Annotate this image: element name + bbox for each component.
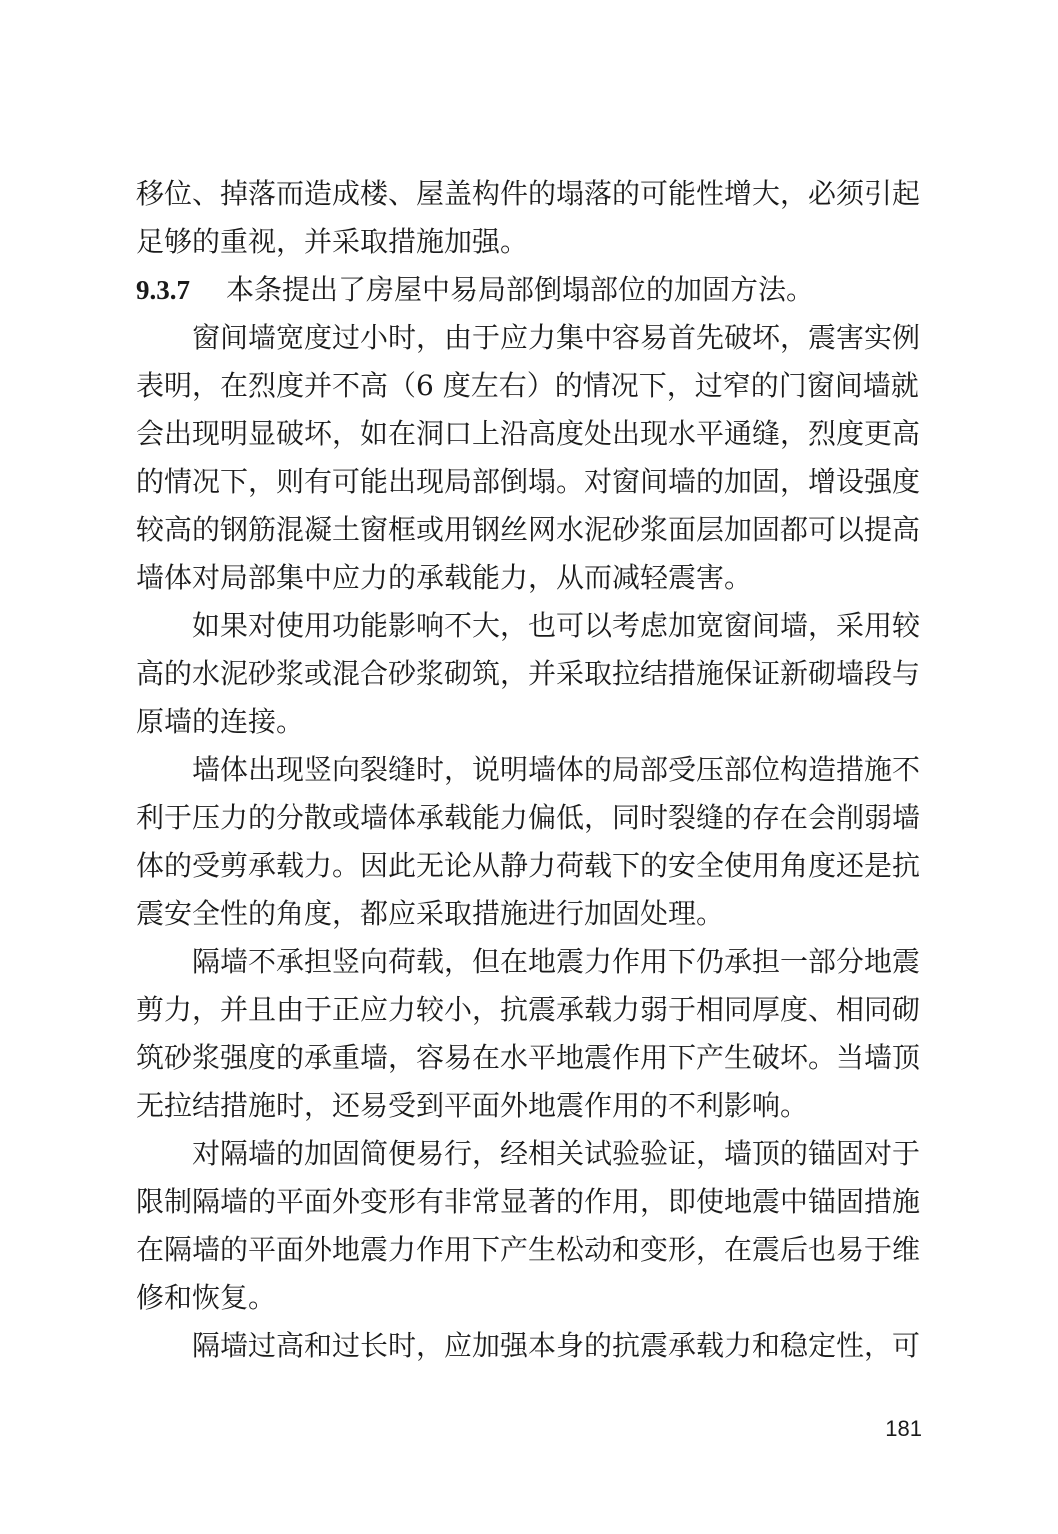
paragraph <box>136 938 922 1130</box>
text-line: 高的水泥砂浆或混合砂浆砌筑，并采取拉结措施保证新砌墙段与 <box>136 657 921 690</box>
paragraph <box>136 1130 922 1322</box>
text-line: 无拉结措施时，还易受到平面外地震作用的不利影响。 <box>136 1089 809 1122</box>
text-line: 震安全性的角度，都应采取措施进行加固处理。 <box>136 897 725 930</box>
text-line: 移位、掉落而造成楼、屋盖构件的塌落的可能性增大，必须引起 <box>136 177 921 210</box>
body-text <box>136 170 922 1370</box>
text-line: 隔墙过高和过长时，应加强本身的抗震承载力和稳定性，可 <box>192 1329 921 1362</box>
page-number: 181 <box>885 1416 922 1441</box>
paragraph <box>136 1322 922 1370</box>
clause-heading <box>136 266 922 314</box>
text-line: 隔墙不承担竖向荷载，但在地震力作用下仍承担一部分地震 <box>192 945 921 978</box>
text-line: 的情况下，则有可能出现局部倒塌。对窗间墙的加固，增设强度 <box>136 465 921 498</box>
text-line: 原墙的连接。 <box>136 705 305 738</box>
clause-number: 9.3.7 <box>136 275 190 305</box>
paragraph <box>136 746 922 938</box>
text-line: 筑砂浆强度的承重墙，容易在水平地震作用下产生破坏。当墙顶 <box>136 1041 921 1074</box>
text-line: 修和恢复。 <box>136 1281 277 1314</box>
text-line: 对隔墙的加固简便易行，经相关试验验证，墙顶的锚固对于 <box>192 1137 921 1170</box>
text-line: 窗间墙宽度过小时，由于应力集中容易首先破坏，震害实例 <box>192 321 921 354</box>
text-line: 利于压力的分散或墙体承载能力偏低，同时裂缝的存在会削弱墙 <box>136 801 921 834</box>
text-line: 墙体出现竖向裂缝时，说明墙体的局部受压部位构造措施不 <box>192 753 921 786</box>
text-line: 剪力，并且由于正应力较小，抗震承载力弱于相同厚度、相同砌 <box>136 993 921 1026</box>
text-line: 较高的钢筋混凝土窗框或用钢丝网水泥砂浆面层加固都可以提高 <box>136 513 921 546</box>
text-line: 足够的重视，并采取措施加强。 <box>136 225 529 258</box>
text-line: 墙体对局部集中应力的承载能力，从而减轻震害。 <box>136 561 753 594</box>
paragraph <box>136 314 922 602</box>
text-line: 会出现明显破坏，如在洞口上沿高度处出现水平通缝，烈度更高 <box>136 417 921 450</box>
text-line: 在隔墙的平面外地震力作用下产生松动和变形，在震后也易于维 <box>136 1233 921 1266</box>
clause-title: 本条提出了房屋中易局部倒塌部位的加固方法。 <box>226 273 815 306</box>
paragraph <box>136 602 922 746</box>
text-line: 如果对使用功能影响不大，也可以考虑加宽窗间墙，采用较 <box>192 609 921 642</box>
text-line: 限制隔墙的平面外变形有非常显著的作用，即使地震中锚固措施 <box>136 1185 921 1218</box>
text-line: 体的受剪承载力。因此无论从静力荷载下的安全使用角度还是抗 <box>136 849 921 882</box>
text-line: 表明，在烈度并不高（6 度左右）的情况下，过窄的门窗间墙就 <box>136 369 919 402</box>
